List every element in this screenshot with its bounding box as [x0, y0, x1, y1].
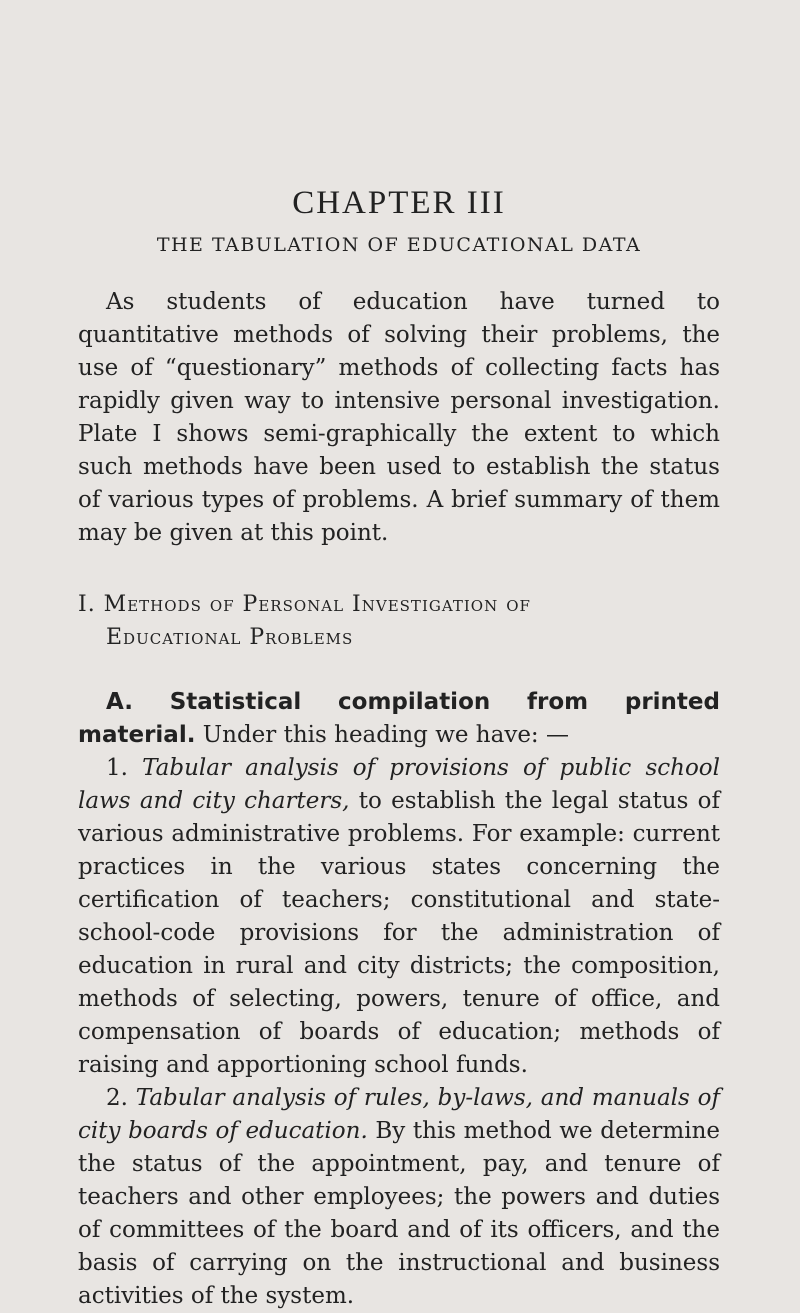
- chapter-title: CHAPTER III: [292, 185, 506, 221]
- item-2-title: Tabular analysis of rules, by-laws, and manuals of city boards of education.: [78, 1085, 720, 1144]
- item-1-title: Tabular analysis of provisions of public school laws and city charters,: [78, 755, 720, 814]
- item-1-text: to establish the legal status of various administrative problems. For example: current practices in the various states concerning the certification of teachers; constitutional and state-school-code provisions for the administration of education in rural and city districts; the composition, methods of selecting, powers, tenure of office, and compensation of boards of education; methods of raising and apportioning school funds.: [78, 788, 721, 1078]
- item-2-text: By this method we determine the status of the appointment, pay, and tenure of teachers and other employees; the powers and duties of committees of the board and of its officers, and the basis of carrying on the instructional and business activities of the system.: [78, 1118, 720, 1309]
- chapter-subtitle: THE TABULATION OF EDUCATIONAL DATA: [156, 234, 642, 256]
- section-heading-I-line2: Educational Problems: [106, 625, 354, 650]
- item-2-number: 2.: [106, 1085, 128, 1111]
- section-heading-I: [78, 588, 720, 654]
- item-1-paragraph: [78, 752, 720, 1082]
- intro-paragraph: As students of education have turned to quantitative methods of solving their problems, the use of “questionary” methods of collecting facts has rapidly given way to intensive personal investigation. Plate I shows semi-graphically the extent to which such methods have been used to establish the status of various types of problems. A brief summary of them may be given at this point.: [78, 289, 720, 546]
- item-1-number: 1.: [106, 755, 128, 781]
- section-heading-I-line1: I. Methods of Personal Investigation of: [78, 592, 531, 617]
- section-A-heading: A. Statistical compilation from printed material.: [78, 689, 720, 748]
- item-2-paragraph: [78, 1082, 720, 1313]
- section-A-paragraph: [78, 686, 720, 752]
- section-A-text: Under this heading we have: —: [202, 722, 569, 748]
